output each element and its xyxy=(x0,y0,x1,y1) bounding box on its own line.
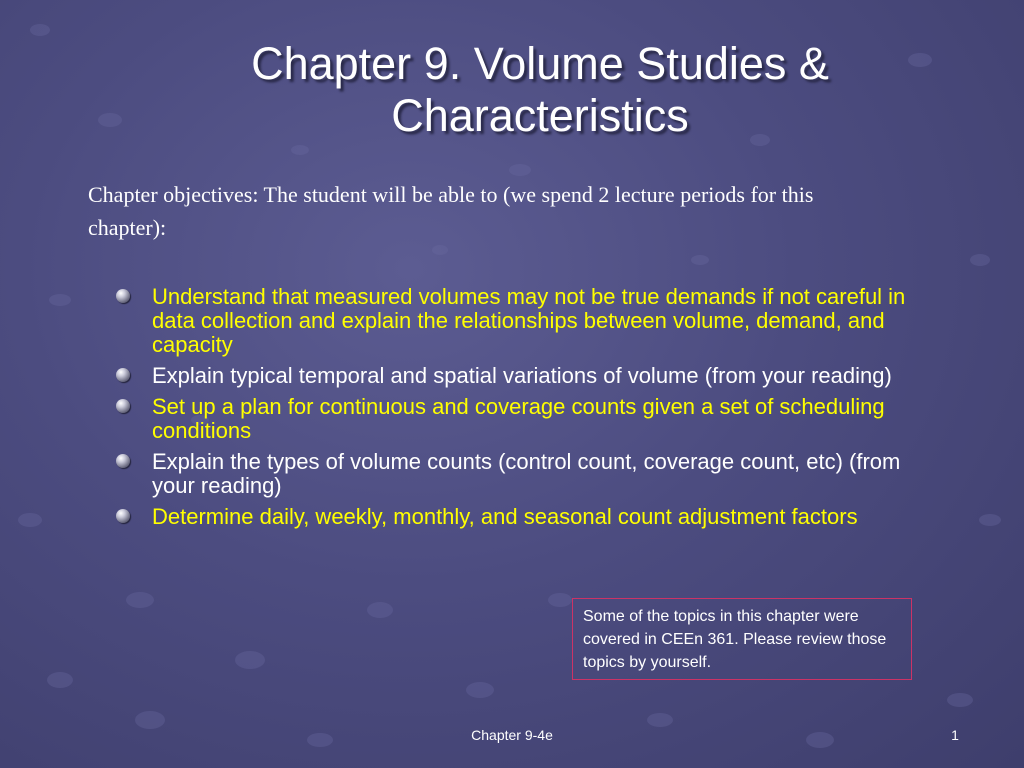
list-item xyxy=(112,450,932,498)
bullet-text: Understand that measured volumes may not be true demands if not careful in data collection and explain the relationships between volume, demand, and capacity xyxy=(152,284,906,357)
slide-title xyxy=(120,38,960,142)
title-line-2: Characteristics xyxy=(391,90,689,141)
sphere-bullet-icon xyxy=(116,399,130,413)
bullet-text: Explain typical temporal and spatial variations of volume (from your reading) xyxy=(152,363,892,388)
list-item xyxy=(112,395,932,443)
objectives-list xyxy=(112,285,932,536)
footer-text: Chapter 9-4e xyxy=(471,727,553,743)
sphere-bullet-icon xyxy=(116,289,130,303)
intro-text: Chapter objectives: The student will be able to (we spend 2 lecture periods for this chapter): xyxy=(88,182,814,240)
note-box: Some of the topics in this chapter were covered in CEEn 361. Please review those topics by yourself. xyxy=(572,598,912,680)
list-item xyxy=(112,364,932,388)
sphere-bullet-icon xyxy=(116,454,130,468)
title-line-1: Chapter 9. Volume Studies & xyxy=(251,38,829,89)
list-item xyxy=(112,505,932,529)
sphere-bullet-icon xyxy=(116,368,130,382)
slide-number: 1 xyxy=(951,727,959,743)
bullet-text: Set up a plan for continuous and coverage counts given a set of scheduling conditions xyxy=(152,394,885,443)
list-item xyxy=(112,285,932,357)
bullet-text: Determine daily, weekly, monthly, and seasonal count adjustment factors xyxy=(152,504,858,529)
bullet-text: Explain the types of volume counts (control count, coverage count, etc) (from your reading) xyxy=(152,449,901,498)
sphere-bullet-icon xyxy=(116,509,130,523)
